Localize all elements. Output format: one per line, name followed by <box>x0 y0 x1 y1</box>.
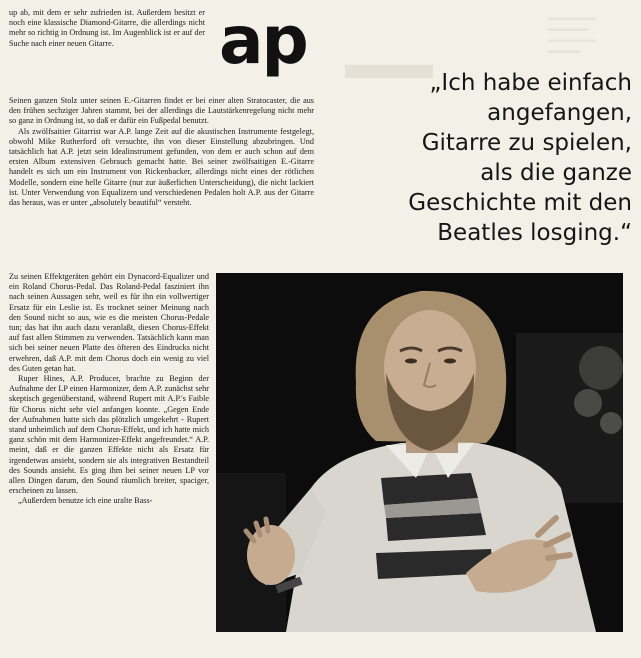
body-paragraph: Zu seinen Effektgeräten gehört ein Dynacord-Equalizer und ein Roland Chorus-Pedal. Das Roland-Pedal fasziniert ihn nach seinen Aussagen sehr, weil es für ihn ein vollwertiger Ersatz für ein Leslie ist. Es trocknet seiner Meinung nach den Sound nicht so aus, wie es die meisten Chorus-Pedale tun; das hat ihn auch dazu veranlaßt, diesen Chorus-Effekt auf fast allen Stimmen zu verwenden. Tatsächlich kann man sich bei seiner neuen Platte des öfteren des Eindrucks nicht erwehren, daß A.P. mit dem Chorus doch ein wenig zu viel des Guten getan hat. <box>9 272 209 373</box>
wide-column <box>9 96 314 208</box>
intro-column <box>9 8 205 49</box>
pull-quote-line: Beatles losging.“ <box>437 220 632 246</box>
pull-quote-line: Geschichte mit den <box>408 190 632 216</box>
body-paragraph: Ruper Hines, A.P. Producer, brachte zu Beginn der Aufnahme der LP einen Harmonizer, dem A.P. zunächst sehr skeptisch gegenüberstand, während Rupert mit A.P.'s Faible für Chorus nicht sehr viel anfangen konnte. „Gegen Ende der Aufnahmen hatte sich das plötzlich umgekehrt - Rupert stand unheimlich auf dem Chorus-Effekt, und ich hatte mich ganz schön mit dem Harmonizer-Effekt angefreundet.“ A.P. meint, daß er die ganzen Effekte nicht als Ersatz für irgendetwas ansieht, sondern sie als integrativen Bestandteil des Sounds ansieht. Es ging ihm bei seiner neuen LP vor allen Dingen darum, den Sound räumlich breiter, spaciger, erscheinen zu lassen. <box>9 374 209 496</box>
pull-quote-line: als die ganze <box>480 160 632 186</box>
pull-quote <box>332 68 632 248</box>
musician-photo-illustration <box>216 273 623 632</box>
musician-photo <box>216 273 623 632</box>
narrow-column <box>9 272 209 507</box>
show-through-logo: ▬▬ <box>345 39 433 88</box>
pull-quote-line: Gitarre zu spielen, <box>421 130 632 156</box>
body-paragraph: „Außerdem benutze ich eine uralte Bass- <box>18 496 153 506</box>
ap-logo: ap <box>219 2 307 79</box>
pull-quote-line: angefangen, <box>487 100 632 126</box>
show-through-text: ▬▬▬▬▬▬ ▬▬▬▬▬ ▬▬▬▬▬▬ ▬▬▬▬ <box>548 13 596 55</box>
body-paragraph: Als zwölfsaitier Gitarrist war A.P. lange Zeit auf die akustischen Instrumente festgelegt, obwohl Mike Rutherford oft versuchte, ihn von dieser Einstellung abzubringen. Und tatsächlich hat A.P. jetzt sein Idealinstrument gefunden, von dem er auch schon auf dem ersten Album extensiven Gebrauch gemacht hatte. Bei seiner zwölfsaitigen E.-Gitarre handelt es sich um ein Instrument von Rickenbacker, allerdings nicht eines der rötlichen Modelle, sondern eine helle Gitarre (nur zur äußerlichen Unterscheidung), die nicht lackiert ist. Unter Verwendung von Equalizern und verschiedenen Pedalen holt A.P. aus der Gitarre das heraus, was er unter „absolutely beautiful“ versteht. <box>9 126 314 208</box>
pull-quote-line: „Ich habe einfach <box>429 70 632 96</box>
intro-paragraph: up ab, mit dem er sehr zufrieden ist. Außerdem besitzt er noch eine klassische Diamond-Gitarre, die allerdings nicht mehr so richtig in Ordnung ist. Im Augenblick ist er auf der Suche nach einer neuen Gitarre. <box>9 8 205 48</box>
body-paragraph: Seinen ganzen Stolz unter seinen E.-Gitarren findet er bei einer alten Stratocaster, die aus den frühen sechziger Jahren stammt, bei der allerdings die Lautstärkenregelung nicht mehr so ganz in Ordnung ist, so daß er dafür ein Fußpedal benutzt. <box>9 96 314 126</box>
